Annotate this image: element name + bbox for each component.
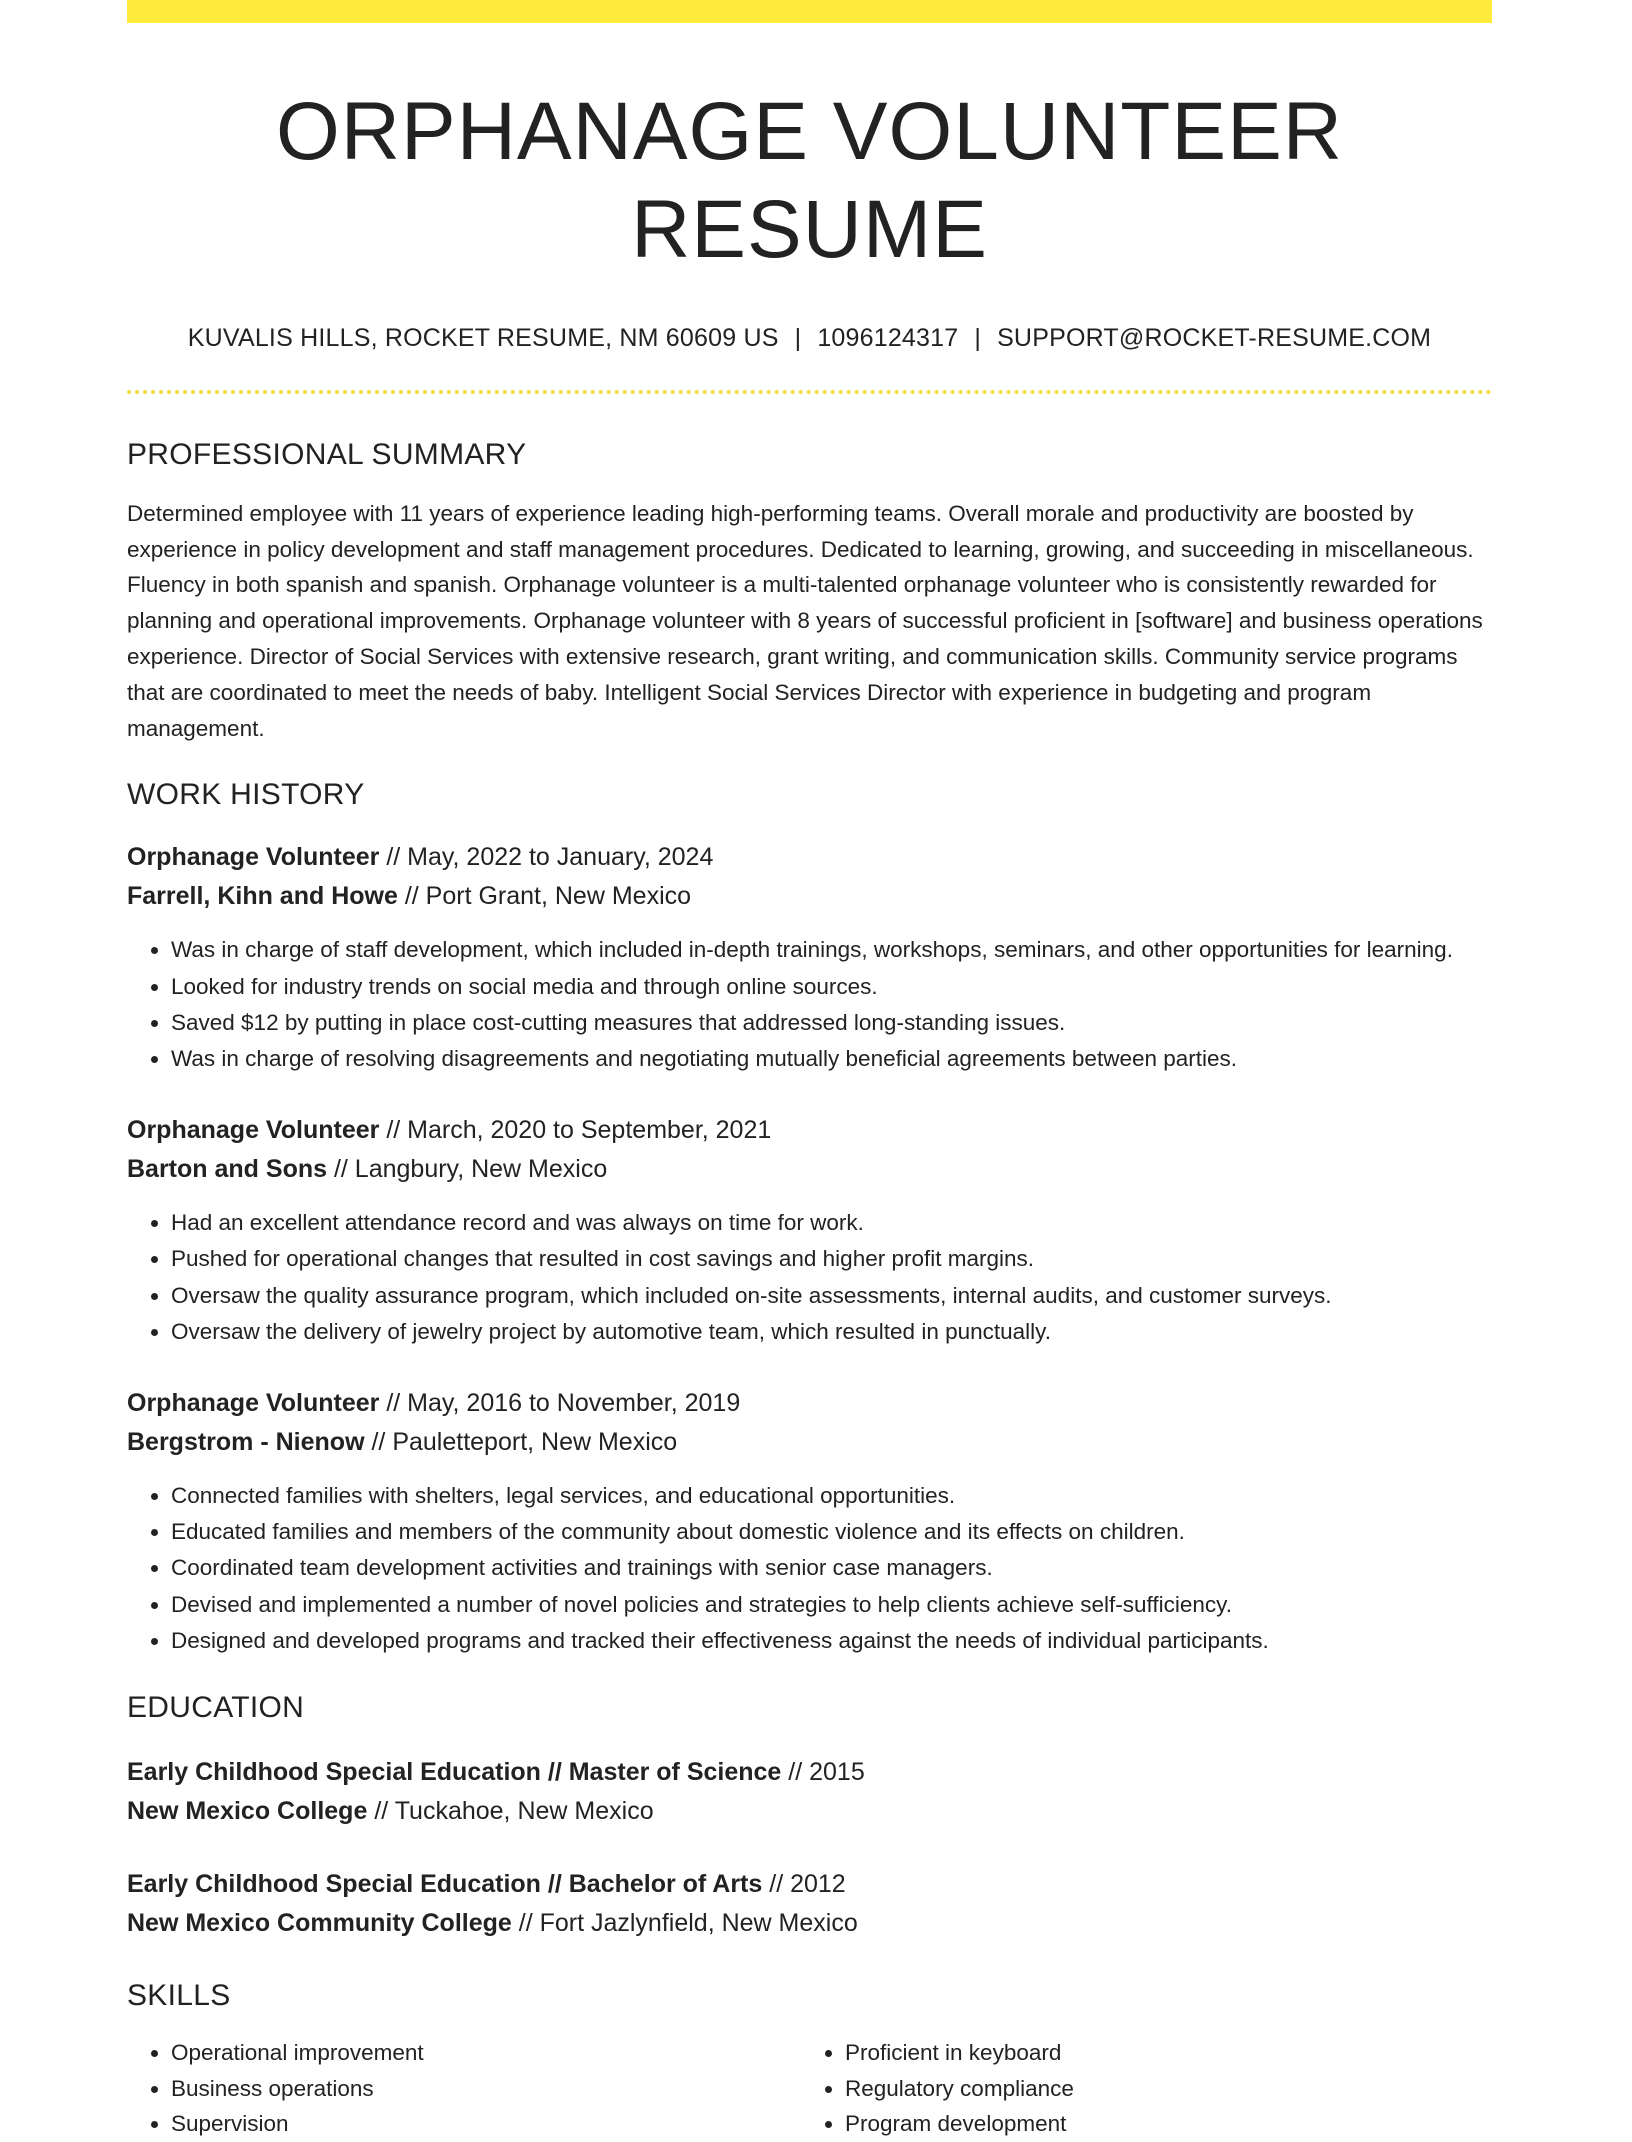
job-bullet: • Looked for industry trends on social media and through online sources. bbox=[171, 969, 1492, 1005]
contact-address: KUVALIS HILLS, ROCKET RESUME, NM 60609 US bbox=[187, 323, 779, 352]
job-bullet: • Oversaw the delivery of jewelry project by automotive team, which resulted in punctually. bbox=[171, 1314, 1492, 1350]
job-entry bbox=[127, 838, 1492, 1077]
job-location: // Pauletteport, New Mexico bbox=[371, 1427, 678, 1456]
skill-item: • Supervision bbox=[171, 2106, 801, 2142]
skills-list bbox=[127, 2035, 1492, 2142]
resume-page bbox=[127, 0, 1492, 2142]
contact-line bbox=[127, 324, 1492, 353]
education-location: // Fort Jazlynfield, New Mexico bbox=[518, 1909, 858, 1937]
contact-email: SUPPORT@ROCKET-RESUME.COM bbox=[997, 323, 1432, 352]
job-bullet: • Educated families and members of the community about domestic violence and its effects on children. bbox=[171, 1514, 1492, 1550]
job-bullet: • Coordinated team development activities and trainings with senior case managers. bbox=[171, 1550, 1492, 1586]
education-year: // 2015 bbox=[788, 1758, 865, 1786]
education-entry bbox=[127, 1753, 1492, 1831]
job-dates: // March, 2020 to September, 2021 bbox=[386, 1116, 772, 1145]
work-history-heading: WORK HISTORY bbox=[127, 778, 365, 812]
skill-item: • Proficient in keyboard bbox=[845, 2035, 1475, 2071]
job-dates: // May, 2022 to January, 2024 bbox=[386, 843, 714, 872]
skill-item: • Business operations bbox=[171, 2071, 801, 2107]
education-entry bbox=[127, 1865, 1492, 1943]
summary-heading: PROFESSIONAL SUMMARY bbox=[127, 437, 527, 471]
job-company-line bbox=[127, 1423, 1492, 1462]
education-degree-line bbox=[127, 1865, 1492, 1904]
education-school-line bbox=[127, 1904, 1492, 1943]
skill-item: • Program development bbox=[845, 2106, 1475, 2142]
skills-heading: SKILLS bbox=[127, 1979, 231, 2012]
job-location: // Port Grant, New Mexico bbox=[404, 882, 692, 911]
education-heading: EDUCATION bbox=[127, 1691, 305, 1724]
accent-bar bbox=[127, 0, 1492, 23]
job-bullet: • Oversaw the quality assurance program, which included on-site assessments, internal audits, and customer surveys. bbox=[171, 1278, 1492, 1314]
job-entry bbox=[127, 1384, 1492, 1659]
skills-column-left bbox=[127, 2035, 801, 2142]
job-title-line bbox=[127, 1111, 1492, 1150]
job-bullet: • Designed and developed programs and tracked their effectiveness against the needs of individual participants. bbox=[171, 1623, 1492, 1659]
skill-item: • Operational improvement bbox=[171, 2035, 801, 2071]
job-bullet: • Had an excellent attendance record and was always on time for work. bbox=[171, 1205, 1492, 1241]
education-degree: Early Childhood Special Education // Master of Science bbox=[127, 1758, 782, 1786]
job-company-line bbox=[127, 877, 1492, 916]
job-company: Bergstrom - Nienow bbox=[127, 1427, 365, 1456]
job-title: Orphanage Volunteer bbox=[127, 843, 380, 872]
education-location: // Tuckahoe, New Mexico bbox=[374, 1797, 654, 1825]
summary-text: Determined employee with 11 years of experience leading high-performing teams. Overall morale and productivity are boosted by experience in policy development and staff management procedures. Dedicated to learning, growing, and succeeding in miscellaneous. Fluency in both spanish and spanish. Orphanage volunteer is a multi-talented orphanage volunteer who is consistently rewarded for planning and operational improvements. Orphanage volunteer with 8 years of successful proficient in [software] and business operations experience. Director of Social Services with extensive research, grant writing, and communication skills. Community service programs that are coordinated to meet the needs of baby. Intelligent Social Services Director with experience in budgeting and program management. bbox=[127, 500, 1483, 741]
contact-separator: | bbox=[974, 323, 982, 352]
job-bullets bbox=[127, 932, 1492, 1077]
job-location: // Langbury, New Mexico bbox=[333, 1155, 608, 1184]
skills-column-right bbox=[801, 2035, 1475, 2142]
job-bullet: • Devised and implemented a number of novel policies and strategies to help clients achieve self-sufficiency. bbox=[171, 1587, 1492, 1623]
education-degree-line bbox=[127, 1753, 1492, 1792]
job-bullets bbox=[127, 1205, 1492, 1350]
education-school-line bbox=[127, 1792, 1492, 1831]
job-bullet: • Saved $12 by putting in place cost-cutting measures that addressed long-standing issues. bbox=[171, 1005, 1492, 1041]
job-entry bbox=[127, 1111, 1492, 1350]
education-school: New Mexico Community College bbox=[127, 1909, 512, 1937]
dotted-divider bbox=[127, 390, 1492, 394]
contact-phone: 1096124317 bbox=[817, 323, 959, 352]
job-dates: // May, 2016 to November, 2019 bbox=[386, 1388, 741, 1417]
education-year: // 2012 bbox=[769, 1870, 846, 1898]
job-bullet: • Was in charge of resolving disagreements and negotiating mutually beneficial agreements between parties. bbox=[171, 1041, 1492, 1077]
job-title-line bbox=[127, 838, 1492, 877]
job-company: Farrell, Kihn and Howe bbox=[127, 882, 398, 911]
job-bullet: • Was in charge of staff development, which included in-depth trainings, workshops, seminars, and other opportunities for learning. bbox=[171, 932, 1492, 968]
job-bullet: • Pushed for operational changes that resulted in cost savings and higher profit margins. bbox=[171, 1241, 1492, 1277]
resume-title: ORPHANAGE VOLUNTEER RESUME bbox=[276, 86, 1343, 276]
job-title-line bbox=[127, 1384, 1492, 1423]
job-title: Orphanage Volunteer bbox=[127, 1116, 380, 1145]
job-bullet: • Connected families with shelters, legal services, and educational opportunities. bbox=[171, 1478, 1492, 1514]
skill-item: • Regulatory compliance bbox=[845, 2071, 1475, 2107]
job-company: Barton and Sons bbox=[127, 1155, 328, 1184]
contact-separator: | bbox=[794, 323, 802, 352]
education-school: New Mexico College bbox=[127, 1797, 368, 1825]
job-bullets bbox=[127, 1478, 1492, 1659]
job-company-line bbox=[127, 1150, 1492, 1189]
job-title: Orphanage Volunteer bbox=[127, 1388, 380, 1417]
education-degree: Early Childhood Special Education // Bachelor of Arts bbox=[127, 1870, 763, 1898]
